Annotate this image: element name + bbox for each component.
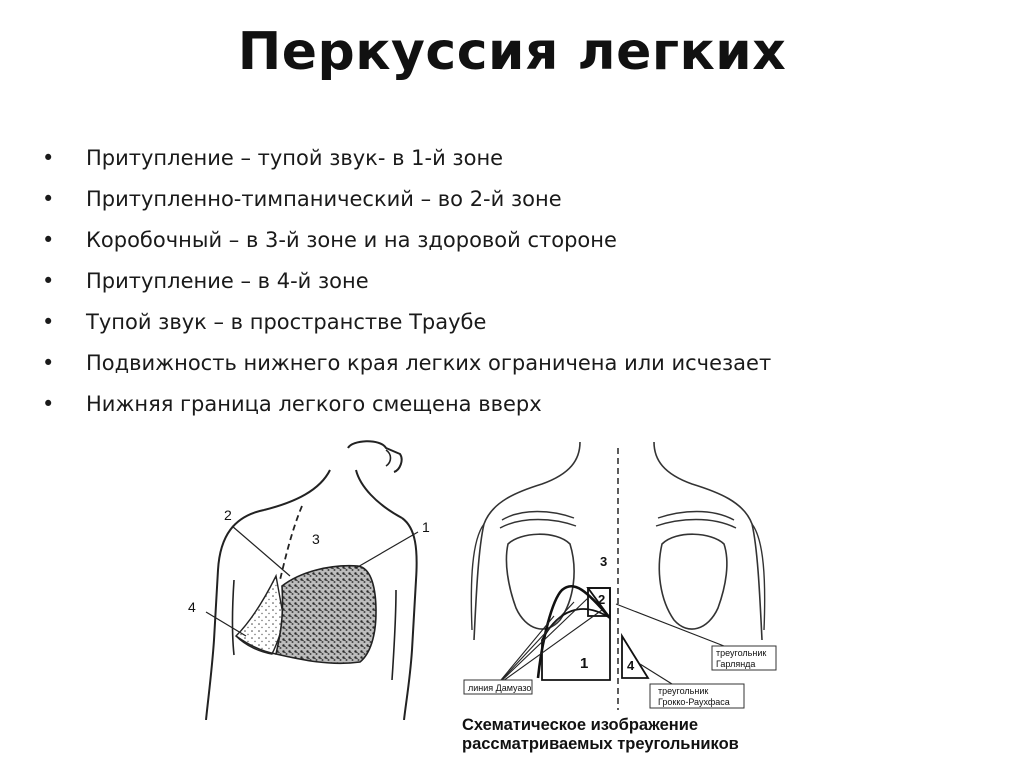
caption-line-1: Схематическое изображение xyxy=(462,716,699,734)
zone-label-4: 4 xyxy=(188,599,196,615)
callout-damuazo: линия Дамуазо xyxy=(468,683,532,693)
list-item xyxy=(40,138,771,179)
back-percussion-illustration xyxy=(180,440,440,720)
bullet-text: Подвижность нижнего края легких ограничена или исчезает xyxy=(86,351,772,375)
zone-label-2: 2 xyxy=(224,507,232,523)
slide-title: Перкуссия легких xyxy=(237,22,787,82)
zone-label-1: 1 xyxy=(422,519,430,535)
bullet-dot: • xyxy=(42,228,55,252)
bullet-dot: • xyxy=(42,310,55,334)
list-item xyxy=(40,302,771,343)
callout-garland-line1: треугольник xyxy=(716,648,767,658)
callout-grokko-line1: треугольник xyxy=(658,686,709,696)
bullet-dot: • xyxy=(42,392,55,416)
schematic-zone-1: 1 xyxy=(580,655,589,672)
schematic-zone-4: 4 xyxy=(627,658,635,673)
list-item xyxy=(40,261,771,302)
schematic-zone-3: 3 xyxy=(600,554,608,569)
bullet-list xyxy=(40,138,771,425)
figure-caption xyxy=(462,716,782,754)
callout-grokko-line2: Грокко-Раухфаса xyxy=(658,697,730,707)
list-item xyxy=(40,220,771,261)
zone-label-3: 3 xyxy=(312,531,320,547)
bullet-text: Нижняя граница легкого смещена вверх xyxy=(86,392,542,416)
bullet-dot: • xyxy=(42,269,55,293)
bullet-text: Коробочный – в 3-й зоне и на здоровой стороне xyxy=(86,228,617,252)
triangles-schematic xyxy=(462,440,782,715)
list-item xyxy=(40,179,771,220)
bullet-text: Притупление – в 4-й зоне xyxy=(86,269,369,293)
bullet-text: Притупленно-тимпанический – во 2-й зоне xyxy=(86,187,562,211)
list-item xyxy=(40,384,771,425)
bullet-text: Тупой звук – в пространстве Траубе xyxy=(86,310,487,334)
bullet-dot: • xyxy=(42,146,55,170)
caption-line-2: рассматриваемых треугольников xyxy=(462,735,739,753)
bullet-dot: • xyxy=(42,351,55,375)
bullet-text: Притупление – тупой звук- в 1-й зоне xyxy=(86,146,504,170)
bullet-dot: • xyxy=(42,187,55,211)
callout-garland-line2: Гарлянда xyxy=(716,659,756,669)
list-item xyxy=(40,343,771,384)
schematic-zone-2: 2 xyxy=(598,592,606,607)
